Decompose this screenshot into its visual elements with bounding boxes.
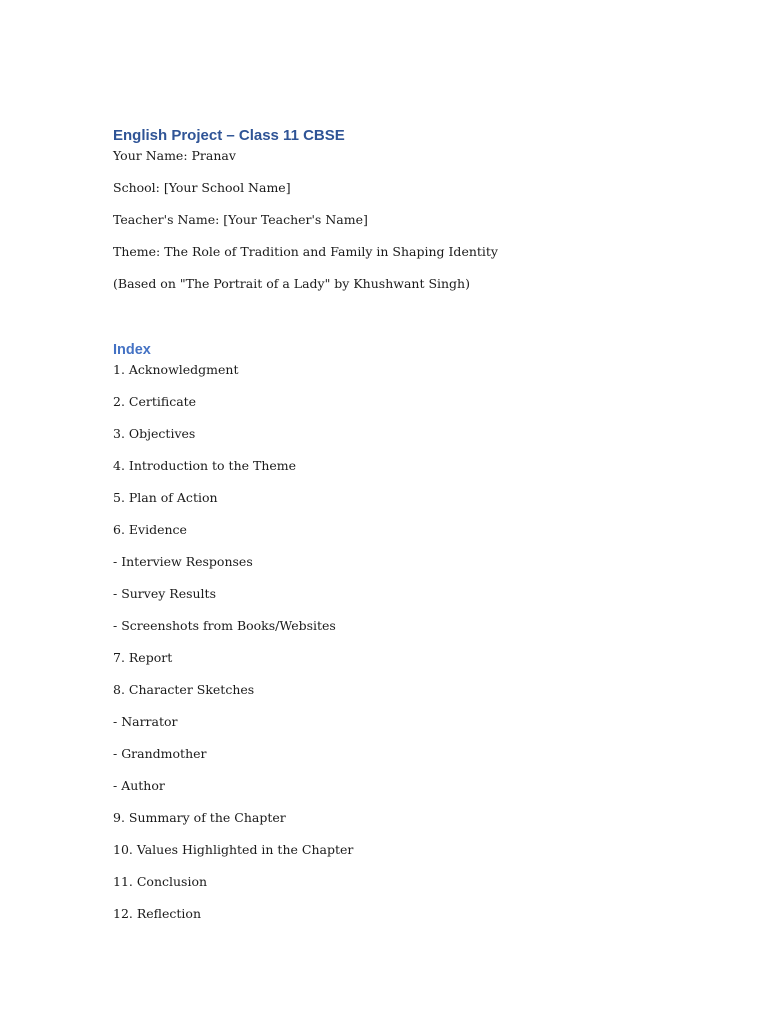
index-subitem: - Author	[113, 778, 165, 793]
student-name: Your Name: Pranav	[113, 148, 236, 163]
index-list	[113, 361, 713, 923]
index-heading: Index	[113, 342, 151, 358]
index-item: 10. Values Highlighted in the Chapter	[113, 842, 354, 857]
index-item: 7. Report	[113, 650, 173, 665]
document-page	[113, 125, 713, 937]
index-item: 6. Evidence	[113, 522, 187, 537]
source-note: (Based on "The Portrait of a Lady" by Khushwant Singh)	[113, 276, 470, 291]
index-subitem: - Interview Responses	[113, 554, 253, 569]
index-item: 12. Reflection	[113, 906, 201, 921]
index-item: 3. Objectives	[113, 426, 196, 441]
index-subitem: - Screenshots from Books/Websites	[113, 618, 336, 633]
project-details	[113, 147, 713, 293]
index-subitem: - Grandmother	[113, 746, 207, 761]
project-theme: Theme: The Role of Tradition and Family in Shaping Identity	[113, 244, 498, 259]
teacher-name: Teacher's Name: [Your Teacher's Name]	[113, 212, 368, 227]
index-subitem: - Narrator	[113, 714, 178, 729]
index-item: 8. Character Sketches	[113, 682, 255, 697]
index-subitem: - Survey Results	[113, 586, 216, 601]
index-item: 2. Certificate	[113, 394, 197, 409]
document-title: English Project – Class 11 CBSE	[113, 127, 345, 144]
school-name: School: [Your School Name]	[113, 180, 291, 195]
index-item: 5. Plan of Action	[113, 490, 218, 505]
index-item: 1. Acknowledgment	[113, 362, 239, 377]
index-item: 4. Introduction to the Theme	[113, 458, 297, 473]
index-item: 9. Summary of the Chapter	[113, 810, 286, 825]
index-item: 11. Conclusion	[113, 874, 208, 889]
